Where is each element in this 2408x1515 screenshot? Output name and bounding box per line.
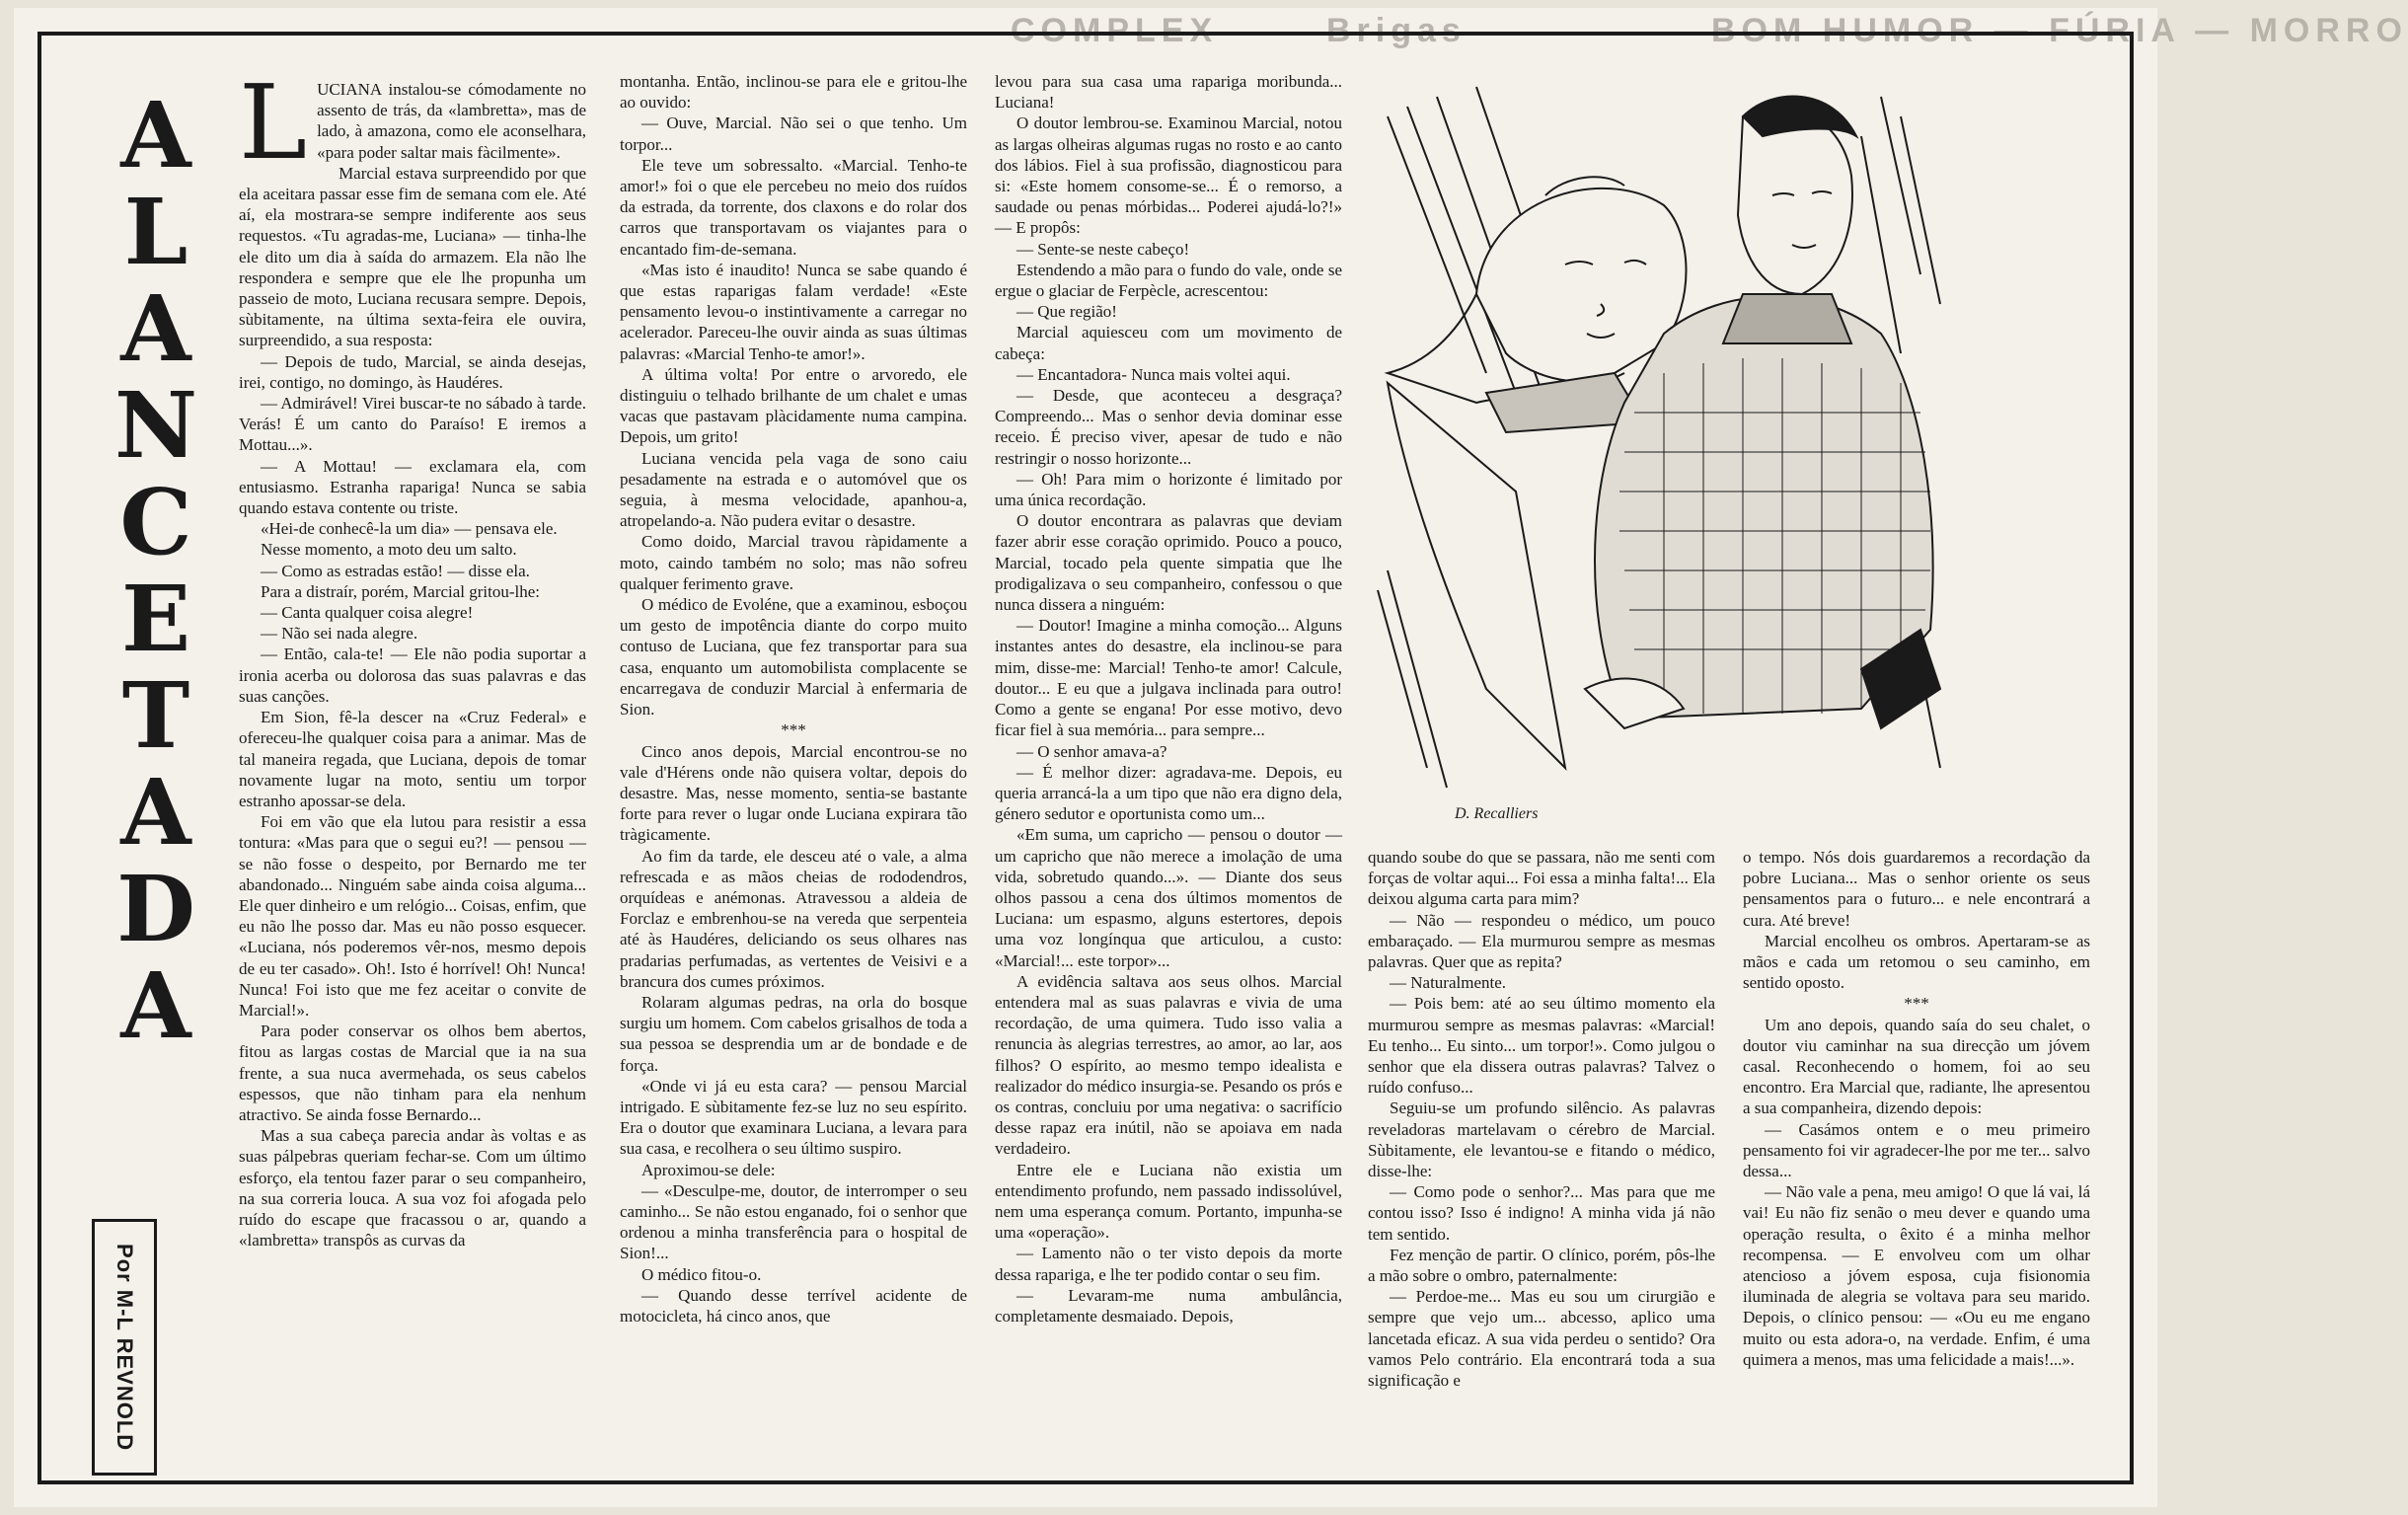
paragraph: — Ouve, Marcial. Não sei o que tenho. Um torpor... <box>620 114 967 154</box>
title-letter: N <box>113 372 198 479</box>
paragraph: Como doido, Marcial travou ràpidamente a moto, caindo também no solo; mas não sofreu qualquer ferimento grave. <box>620 532 967 593</box>
paragraph: montanha. Então, inclinou-se para ele e gritou-lhe ao ouvido: <box>620 72 967 113</box>
title-letter: A <box>120 82 191 189</box>
paragraph-text: UCIANA instalou-se cómodamente no assento de trás, da «lambretta», mas de lado, à amazona, como ele aconselhara, «para poder saltar mais fàcilmente». <box>317 80 586 162</box>
paragraph: — Casámos ontem e o meu primeiro pensamento foi vir agradecer-lhe por me ter... salvo dessa... <box>1743 1119 2090 1181</box>
paragraph: Foi em vão que ela lutou para resistir a essa tontura: «Mas para que o segui eu?! — pensou — se não fosse o despeito, por Bernardo me ter abandonado... Ninguém sabe ainda coisa alguma... Ele quer dinheiro e um relógio... Coisas, enfim, que eu não lhe posso dar. Mas eu não posso esquecer. «Luciana, nós poderemos vêr-nos, mesmo depois de eu ter casado». Oh!. Isto é horrível! Oh! Nunca! Nunca! Foi isto que me fez aceitar o convite de Marcial!». <box>239 812 586 1020</box>
paragraph: Marcial estava surpreendido por que ela aceitara passar esse fim de semana com ele. Até aí, ela mostrara-se sempre indiferente aos seus requestos. «Tu agradas-me, Luciana» — tinha-lhe ele dito um dia à saída do armazem. Ela não lhe respondera e sempre que ele lhe propunha um passeio de moto, Luciana recusara sempre. Depois, sùbitamente, na última sexta-feira ele ouvira, surpreendido, a sua resposta: <box>239 163 586 350</box>
paragraph: Luciana vencida pela vaga de sono caiu pesadamente na estrada e o automóvel que os seguia, à mesma velocidade, apanhou-a, atropelando-a. Não pudera evitar o desastre. <box>620 448 967 531</box>
bleed-through-text-left: COMPLEX <box>1011 12 1219 49</box>
illustrator-signature: D. Recalliers <box>1455 805 1539 822</box>
bleed-through-text-mid: Brigas <box>1326 12 1467 49</box>
title-letter: T <box>121 662 190 769</box>
paragraph: O médico de Evoléne, que a examinou, esboçou um gesto de impotência diante do corpo muito contuso de Luciana, que fez transportar para sua casa, enquanto um automobilista complacente se encarregava de conduzir Marcial à enfermaria de Sion. <box>620 595 967 720</box>
title-letter: C <box>119 469 192 575</box>
paragraph: O doutor encontrara as palavras que deviam fazer abrir esse coração oprimido. Pouco a pouco, Marcial, tocado pela quente simpatia que lhe prodigalizava o seu companheiro, confessou o que nunca dissera a ninguém: <box>995 511 1342 615</box>
paragraph: — Perdoe-me... Mas eu sou um cirurgião e sempre que vejo um... abcesso, aplico uma lancetada eficaz. A sua vida perdeu o sentido? Ora vamos Pelo contrário. Ela encontrará toda a sua significação e <box>1368 1287 1715 1391</box>
paragraph: Nesse momento, a moto deu um salto. <box>261 540 517 560</box>
paragraph: — Sente-se neste cabeço! <box>1016 239 1190 259</box>
paragraph: Fez menção de partir. O clínico, porém, pôs-lhe a mão sobre o ombro, paternalmente: <box>1368 1245 1715 1286</box>
paragraph: «Mas isto é inaudito! Nunca se sabe quando é que estas raparigas falam verdade! «Este pensamento levou-o instintivamente a carregar no acelerador. Pareceu-lhe ouvir ainda as suas últimas palavras: «Marcial Tenho-te amor!». <box>620 260 967 363</box>
paragraph: Estendendo a mão para o fundo do vale, onde se ergue o glaciar de Ferpècle, acrescentou: <box>995 260 1342 301</box>
title-letter: A <box>120 759 191 866</box>
paragraph: Entre ele e Luciana não existia um entendimento profundo, nem passado indissolúvel, nem uma esperança comum. Portanto, impunha-se uma «operação». <box>995 1160 1342 1243</box>
text-column-2 <box>620 71 967 1463</box>
paragraph: Marcial aquiesceu com um movimento de cabeça: <box>995 323 1342 363</box>
paragraph: — Quando desse terrível acidente de motocicleta, há cinco anos, que <box>620 1285 967 1326</box>
paragraph: — Lamento não o ter visto depois da morte dessa rapariga, e lhe ter podido contar o seu fim. <box>995 1244 1342 1284</box>
paragraph: — Não — respondeu o médico, um pouco embaraçado. — Ela murmurou sempre as mesmas palavras. Quer que as repita? <box>1368 910 1715 972</box>
paragraph: A evidência saltava aos seus olhos. Marcial entendera mal as suas palavras e vivia de uma recordação, de uma quimera. Tudo isso valia a renuncia às alegrias terrestres, ao amor, ao lar, aos filhos? O espírito, ao mesmo tempo idealista e realizador do médico insurgia-se. Pesando os prós e os contras, concluiu por uma negativa: o sacrifício desse rapaz era inútil, não se apoiava em nada verdadeiro. <box>995 971 1342 1159</box>
paragraph: — Canta qualquer coisa alegre! <box>261 603 474 623</box>
text-column-3 <box>995 71 1342 1463</box>
paragraph: — Então, cala-te! — Ele não podia suportar a ironia acerba ou dolorosa das suas palavras e das suas canções. <box>239 644 586 706</box>
article-title <box>107 82 205 1059</box>
title-letter: D <box>116 856 195 962</box>
title-letter: L <box>123 179 188 285</box>
paragraph: — Que região! <box>1016 302 1117 322</box>
paragraph: Para a distraír, porém, Marcial gritou-lhe: <box>261 581 541 601</box>
paragraph: «Em suma, um capricho — pensou o doutor — um capricho que não merece a imolação de uma vida, sobretudo quando...». — Diante dos seus olhos passou a cena dos últimos momentos de Luciana: um espasmo, alguns estertores, depois uma voz longínqua que articulou, a custo: «Marcial!... este torpor»... <box>995 825 1342 970</box>
paragraph: — Não sei nada alegre. <box>261 624 418 644</box>
paragraph: — Como as estradas estão! — disse ela. <box>261 561 530 580</box>
byline: Por M-L REVNOLD <box>113 1243 137 1452</box>
paragraph: — Pois bem: até ao seu último momento ela murmurou sempre as mesmas palavras: «Marcial! Eu tenho... Eu sinto... um torpor!». Como julgou o senhor que ela dissera outras palavras? Talvez o ruído confuso... <box>1368 994 1715 1098</box>
drop-cap: L <box>239 62 308 183</box>
paragraph: O médico fitou-o. <box>641 1264 762 1284</box>
paragraph: — A Mottau! — exclamara ela, com entusiasmo. Estranha rapariga! Nunca se sabia quando estava contente ou triste. <box>239 456 586 518</box>
text-column-4 <box>1368 847 1715 1459</box>
byline-box <box>92 1219 157 1476</box>
paragraph: — Desde, que aconteceu a desgraça? Compreendo... Mas o senhor devia dominar esse receio. É preciso viver, apesar de tudo e não restringir o nosso horizonte... <box>995 386 1342 468</box>
paragraph: O doutor lembrou-se. Examinou Marcial, notou as largas olheiras algumas rugas no rosto e ao canto dos lábios. Fiel à sua profissão, diagnosticou para si: «Este homem consome-se... É o remorso, a saudade ou penas mórbidas... Poderei ajudá-lo?!» — E propôs: <box>995 114 1342 238</box>
paragraph: A última volta! Por entre o arvoredo, ele distinguiu o telhado brilhante de um chalet e umas vacas que pastavam plàcidamente numa campina. Depois, um grito! <box>620 364 967 447</box>
paragraph: — Doutor! Imagine a minha comoção... Alguns instantes antes do desastre, ela inclinou-se para mim, disse-me: Marcial! Tenho-te amor! Calcule, doutor... E eu que a julgava inclinada para outro! Como a gente se engana! Por esse motivo, devo ficar fiel à sua memória... para sempre... <box>995 616 1342 740</box>
paragraph: Seguiu-se um profundo silêncio. As palavras reveladoras martelavam o cérebro de Marcial. Sùbitamente, ele levantou-se e fitando o médico, disse-lhe: <box>1368 1098 1715 1181</box>
paragraph: «Onde vi já eu esta cara? — pensou Marcial intrigado. E sùbitamente fez-se luz no seu espírito. Era o doutor que examinara Luciana, a levara para sua casa, e recolhera o seu último suspiro. <box>620 1076 967 1159</box>
paragraph: Rolaram algumas pedras, na orla do bosque surgiu um homem. Com cabelos grisalhos de toda a sua pessoa se desprendia um ar de bondade e de força. <box>620 992 967 1075</box>
paragraph: — Encantadora- Nunca mais voltei aqui. <box>1016 364 1291 384</box>
paragraph: Aproximou-se dele: <box>641 1160 776 1179</box>
title-letter: E <box>120 566 191 672</box>
bleed-through-text-right: BOM HUMOR — FÚRIA — MORRO <box>1711 12 2408 49</box>
paragraph: Marcial encolheu os ombros. Apertaram-se as mãos e cada um retomou o seu caminho, em sentido oposto. <box>1743 931 2090 993</box>
title-letter: A <box>120 952 191 1059</box>
paragraph: «Hei-de conhecê-la um dia» — pensava ele. <box>261 519 558 539</box>
paragraph: Um ano depois, quando saía do seu chalet, o doutor viu caminhar na sua direcção um jóvem casal. Reconhecendo o homem, foi ao seu encontro. Era Marcial que, radiante, lhe apresentou a sua companheira, dizendo depois: <box>1743 1015 2090 1118</box>
paragraph: — Naturalmente. <box>1390 973 1507 993</box>
couple-illustration <box>1368 77 1956 827</box>
paragraph: levou para sua casa uma rapariga moribunda... Luciana! <box>995 72 1342 113</box>
text-column-5 <box>1743 847 2090 1459</box>
paragraph: Cinco anos depois, Marcial encontrou-se no vale d'Hérens onde não quisera voltar, depois do desastre. Mas, nesse momento, sentia-se bastante forte para rever o lugar onde Luciana expirara tão tràgicamente. <box>620 741 967 845</box>
paragraph: — Oh! Para mim o horizonte é limitado por uma única recordação. <box>995 469 1342 510</box>
paragraph: — Admirável! Virei buscar-te no sábado à tarde. Verás! É um canto do Paraíso! E iremos a Mottau...». <box>239 394 586 455</box>
paragraph: — Como pode o senhor?... Mas para que me contou isso? Isso é indigno! A minha vida já não tem sentido. <box>1368 1182 1715 1244</box>
paragraph: Em Sion, fê-la descer na «Cruz Federal» e ofereceu-lhe qualquer coisa para a animar. Mas de tal maneira regada, que Luciana, depois de tomar novamente lugar na moto, sentiu um torpor estranho apossar-se dela. <box>239 708 586 810</box>
paragraph <box>239 62 586 183</box>
title-letter: A <box>120 275 191 382</box>
text-column-1 <box>239 62 586 1471</box>
magazine-page <box>14 8 2408 1507</box>
paragraph: — É melhor dizer: agradava-me. Depois, eu queria arrancá-la a um tipo que não era digno dela, género sedutor e oportunista como um... <box>995 762 1342 824</box>
paragraph: o tempo. Nós dois guardaremos a recordação da pobre Luciana... Mas o senhor oriente os seus pensamentos para o futuro... e nele encontrará a cura. Até breve! <box>1743 848 2090 930</box>
paragraph: Mas a sua cabeça parecia andar às voltas e as suas pálpebras queriam fechar-se. Com um último esforço, ela tentou fazer parar o seu companheiro, na sua correria louca. A sua voz foi afogada pelo ruído do escape que fracassou o ar, quando a «lambretta» transpôs as curvas da <box>239 1126 586 1250</box>
paragraph: — O senhor amava-a? <box>1016 741 1167 761</box>
paragraph: — Depois de tudo, Marcial, se ainda desejas, irei, contigo, no domingo, às Haudéres. <box>239 351 586 392</box>
paragraph: Ao fim da tarde, ele desceu até o vale, a alma refrescada e as mãos cheias de rododendros, orquídeas e anémonas. Atravessou a aldeia de Forclaz e embrenhou-se na vereda que serpenteia até às Haudéres, deliciando os seus olhares nas pradarias perfumadas, as vertentes de Veisivi e a brancura dos cumes próximos. <box>620 846 967 991</box>
paragraph: — Não vale a pena, meu amigo! O que lá vai, lá vai! Eu não fiz senão o meu dever e quando uma operação resulta, o êxito é a minha melhor recompensa. — E envolveu com um olhar atencioso a jóvem esposa, cuja fisionomia iluminada de alegria se voltava para seu marido. Depois, o clínico pensou: — «Ou eu me engano muito ou esta adora-o, na verdade. Enfim, é uma quimera a menos, mas uma felicidade a mais!...». <box>1743 1182 2090 1369</box>
paragraph: Ele teve um sobressalto. «Marcial. Tenho-te amor!» foi o que ele percebeu no meio dos ruídos da estrada, da torrente, dos claxons e do rolar dos carros que transportavam os viajantes para o encantado fim-de-semana. <box>620 155 967 259</box>
paragraph: — Levaram-me numa ambulância, completamente desmaiado. Depois, <box>995 1285 1342 1326</box>
paragraph: Para poder conservar os olhos bem abertos, fitou as largas costas de Marcial que ia na sua frente, a sua nuca avermehada, os seus cabelos espessos, que não tinham para ela nenhum atractivo. Se ainda fosse Bernardo... <box>239 1022 586 1124</box>
paragraph: quando soube do que se passara, não me senti com forças de voltar aqui... Foi essa a minha falta!... Ela deixou alguma carta para mim? <box>1368 848 1715 909</box>
section-break: *** <box>1904 994 1929 1014</box>
paragraph: — «Desculpe-me, doutor, de interromper o seu caminho... Se não estou enganado, foi o senhor que ordenou a minha transferência para o hospital de Sion!... <box>620 1180 967 1263</box>
section-break: *** <box>781 720 806 740</box>
